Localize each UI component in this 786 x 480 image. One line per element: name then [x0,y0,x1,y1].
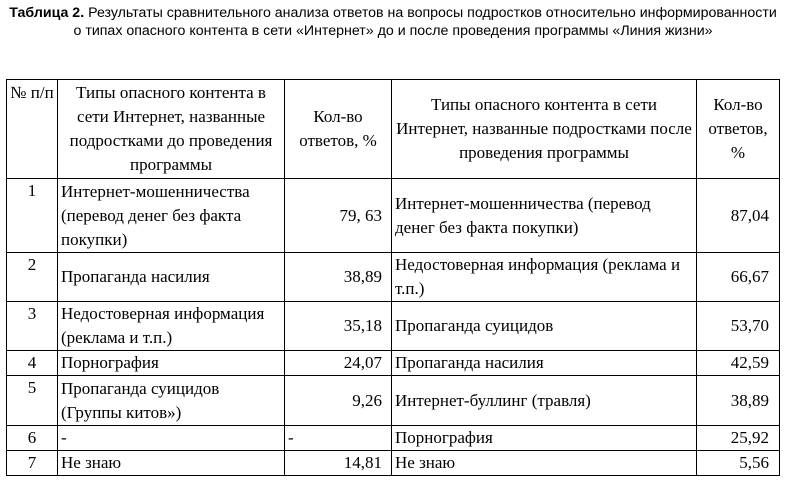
cell-pct-after: 53,70 [697,302,780,351]
header-pct-after: Кол-во ответов, % [697,80,780,179]
cell-pct-after: 5,56 [697,451,780,476]
table-caption [4,5,782,40]
header-type-before: Типы опасного контента в сети Интернет, названные подростками до проведения программы [58,80,285,179]
cell-num: 7 [7,451,58,476]
table-row [7,351,780,376]
comparison-table [6,79,780,476]
cell-type-after: Пропаганда насилия [392,351,697,376]
cell-num: 2 [7,253,58,302]
cell-type-before: Порнография [58,351,285,376]
header-num: № п/п [7,80,58,179]
cell-type-after: Недостоверная информация (реклама и т.п.) [392,253,697,302]
table-row [7,426,780,451]
table-row [7,179,780,253]
cell-pct-before: 38,89 [285,253,392,302]
cell-type-before: Не знаю [58,451,285,476]
cell-type-before: Недостоверная информация (реклама и т.п.) [58,302,285,351]
cell-type-before: Пропаганда насилия [58,253,285,302]
cell-type-before: Пропаганда суицидов (Группы китов») [58,376,285,426]
cell-pct-before: - [285,426,392,451]
cell-num: 1 [7,179,58,253]
header-pct-before: Кол-во ответов, % [285,80,392,179]
table-row [7,253,780,302]
cell-type-after: Интернет-буллинг (травля) [392,376,697,426]
header-type-after: Типы опасного контента в сети Интернет, названные подростками после проведения программы [392,80,697,179]
cell-pct-after: 66,67 [697,253,780,302]
cell-pct-after: 38,89 [697,376,780,426]
cell-num: 6 [7,426,58,451]
cell-num: 5 [7,376,58,426]
cell-type-after: Не знаю [392,451,697,476]
cell-num: 4 [7,351,58,376]
table-header-row [7,80,780,179]
table-row [7,376,780,426]
cell-type-before: - [58,426,285,451]
caption-label: Таблица 2. [9,5,85,21]
cell-pct-before: 35,18 [285,302,392,351]
cell-type-after: Пропаганда суицидов [392,302,697,351]
cell-pct-after: 42,59 [697,351,780,376]
caption-text: Результаты сравнительного анализа ответов на вопросы подростков относительно информированности о типах опасного контента в сети «Интернет» до и после проведения программы «Линия жизни» [73,5,777,39]
cell-pct-after: 25,92 [697,426,780,451]
table-row [7,302,780,351]
cell-pct-before: 9,26 [285,376,392,426]
cell-type-after: Интернет-мошенничества (перевод денег без факта покупки) [392,179,697,253]
table-row [7,451,780,476]
cell-type-after: Порнография [392,426,697,451]
cell-pct-before: 14,81 [285,451,392,476]
cell-num: 3 [7,302,58,351]
cell-pct-before: 24,07 [285,351,392,376]
cell-pct-after: 87,04 [697,179,780,253]
cell-type-before: Интернет-мошенничества (перевод денег без факта покупки) [58,179,285,253]
cell-pct-before: 79, 63 [285,179,392,253]
